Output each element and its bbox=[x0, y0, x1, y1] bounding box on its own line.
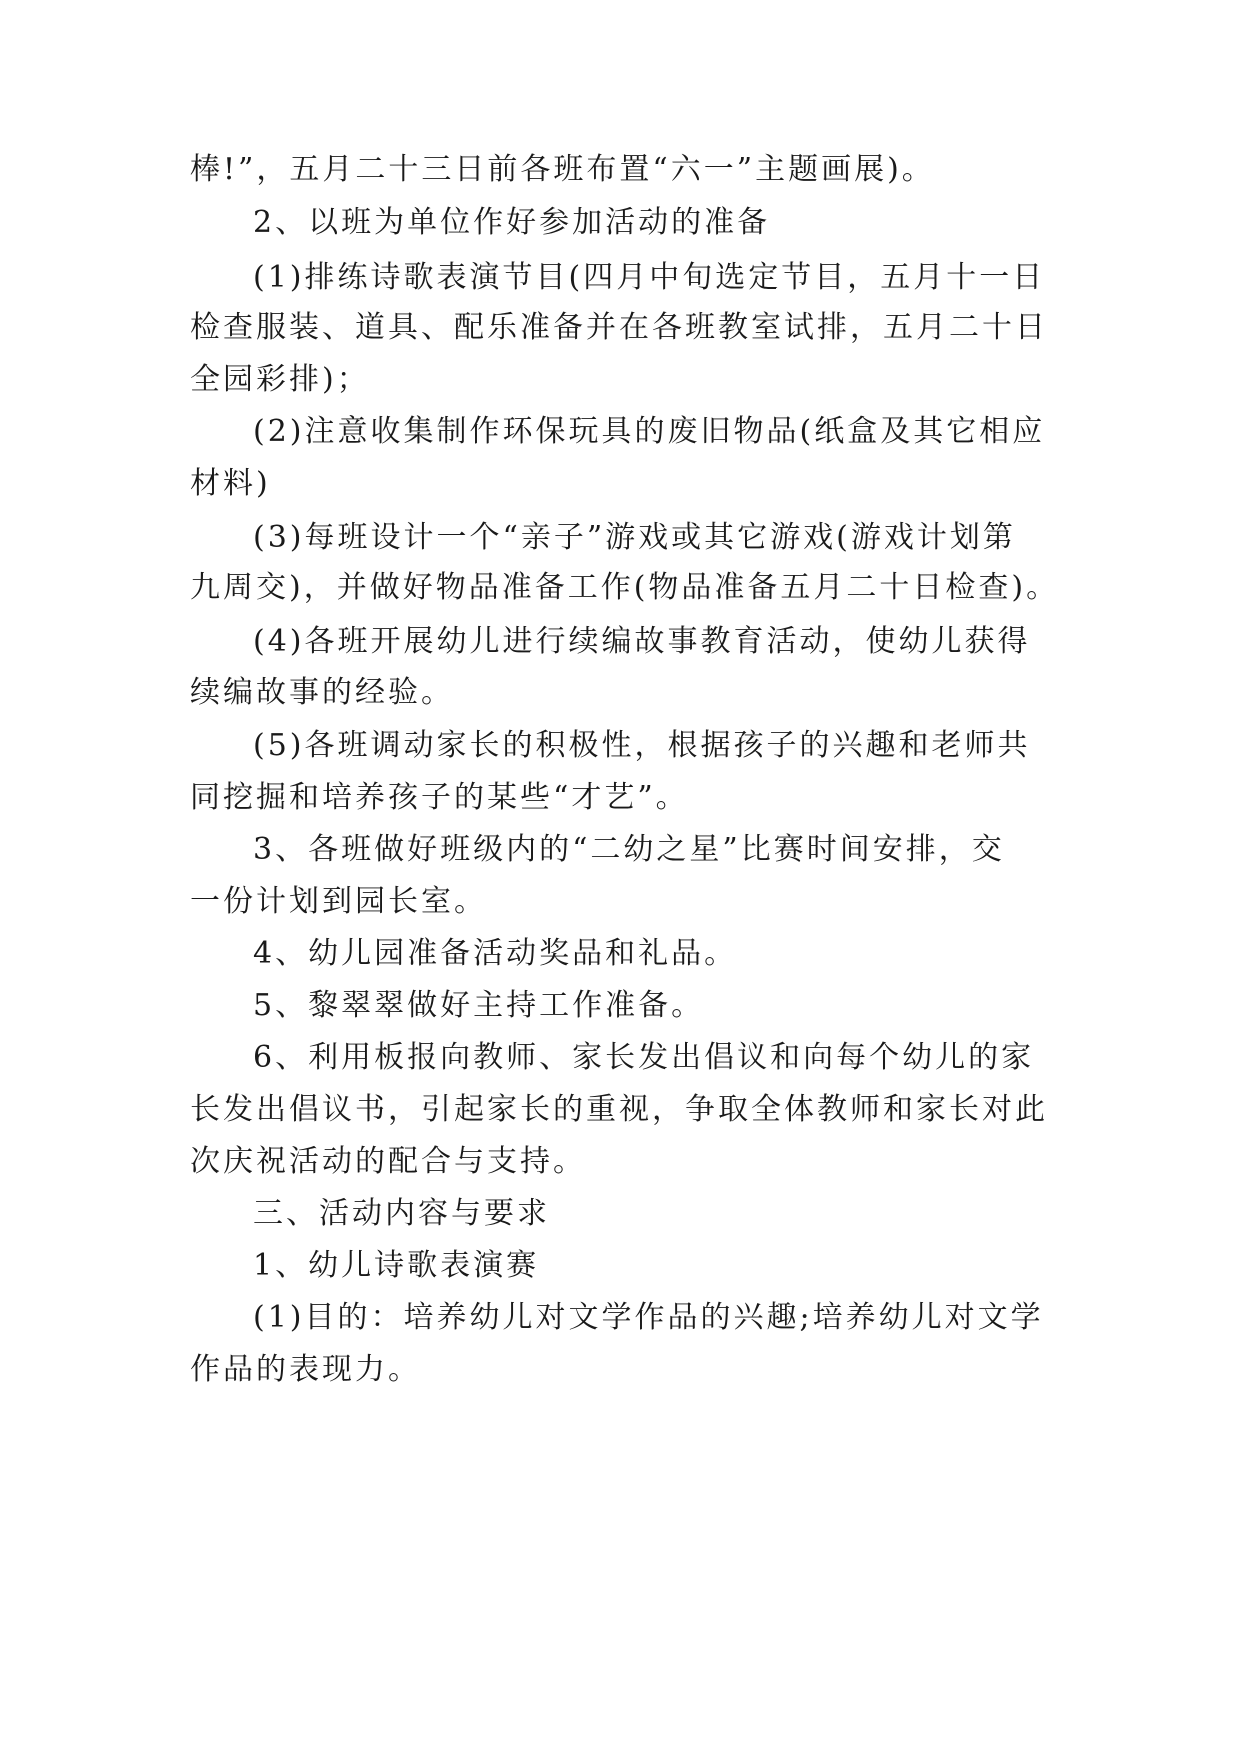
text-line: (4)各班开展幼儿进行续编故事教育活动，使幼儿获得 bbox=[253, 624, 1031, 659]
text-line: 长发出倡议书，引起家长的重视，争取全体教师和家长对此 bbox=[190, 1092, 1048, 1127]
text-line: 材料) bbox=[190, 466, 271, 501]
text-line: 1、幼儿诗歌表演赛 bbox=[253, 1248, 540, 1283]
text-line: 2、以班为单位作好参加活动的准备 bbox=[253, 205, 771, 240]
text-line: 5、黎翠翠做好主持工作准备。 bbox=[253, 988, 705, 1023]
text-line: 3、各班做好班级内的“二幼之星”比赛时间安排，交 bbox=[253, 832, 1005, 867]
text-line: 棒!”，五月二十三日前各班布置“六一”主题画展)。 bbox=[190, 152, 935, 187]
text-line: 同挖掘和培养孩子的某些“才艺”。 bbox=[190, 780, 689, 815]
text-line: 续编故事的经验。 bbox=[190, 675, 454, 710]
text-line: 九周交)，并做好物品准备工作(物品准备五月二十日检查)。 bbox=[190, 570, 1060, 605]
text-line: (2)注意收集制作环保玩具的废旧物品(纸盒及其它相应 bbox=[253, 414, 1046, 449]
text-line: 4、幼儿园准备活动奖品和礼品。 bbox=[253, 936, 738, 971]
text-line: 6、利用板报向教师、家长发出倡议和向每个幼儿的家 bbox=[253, 1040, 1035, 1075]
text-line: (1)目的：培养幼儿对文学作品的兴趣;培养幼儿对文学 bbox=[253, 1300, 1044, 1335]
text-line: (1)排练诗歌表演节目(四月中旬选定节目，五月十一日 bbox=[253, 260, 1046, 295]
text-line: 作品的表现力。 bbox=[190, 1352, 421, 1387]
text-line: 次庆祝活动的配合与支持。 bbox=[190, 1144, 586, 1179]
text-line: 一份计划到园长室。 bbox=[190, 884, 487, 919]
text-line: 全园彩排)； bbox=[190, 362, 370, 397]
text-line: (3)每班设计一个“亲子”游戏或其它游戏(游戏计划第 bbox=[253, 520, 1016, 555]
text-line: 检查服装、道具、配乐准备并在各班教室试排，五月二十日 bbox=[190, 310, 1048, 345]
text-line: 三、活动内容与要求 bbox=[253, 1196, 550, 1231]
text-line: (5)各班调动家长的积极性，根据孩子的兴趣和老师共 bbox=[253, 728, 1031, 763]
